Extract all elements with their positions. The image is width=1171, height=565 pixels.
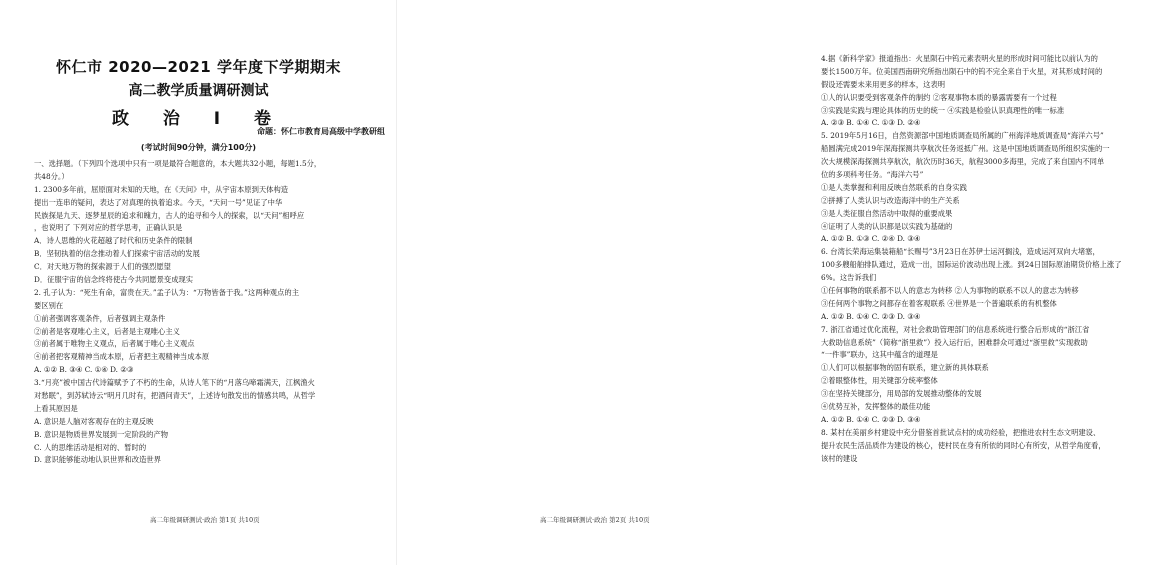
text-line: ④证明了人类的认识都是以实践为基础的: [821, 221, 953, 231]
text-line: 该村的建设: [821, 453, 858, 463]
text-line: 民族探是九天、逐梦星辰的追求和魄力，古人的追寻和今人的探索，以“天问”相呼应: [34, 210, 305, 220]
text-line: 8. 某村在美丽乡村建设中充分借鉴首批试点村的成功经验，把推进农村生态文明建设、: [821, 427, 1101, 437]
right-questions: [821, 53, 1171, 466]
left-page: [0, 0, 397, 565]
text-line: A．诗人思维的火花超越了时代和历史条件的限制: [34, 236, 193, 246]
text-line: ③任何两个事物之间都存在着客观联系 ④世界是一个普遍联系的有机整体: [821, 298, 1057, 308]
text-line: ③是人类征服自然活动中取得的重要成果: [821, 208, 953, 218]
text-line: 3.“月亮”被中国古代诗篇赋予了不朽的生命，从诗人笔下的“月落乌啼霜满天，江枫渔火: [34, 378, 315, 388]
text-line: B. 意识是物质世界发展到一定阶段的产物: [34, 429, 169, 439]
text-line: 次大规模深海探测共享航次，航次历时36天，航程3000多海里，完成了来自国内不同单: [821, 157, 1105, 167]
exam-time-note: (考试时间90分钟，满分100分): [140, 143, 257, 152]
text-line: “一件事”联办，这其中蕴含的道理是: [821, 350, 938, 360]
text-line: ③在坚持关键部分，用局部的发展推动整体的发展: [821, 389, 982, 399]
text-line: ③前者属于唯物主义观点，后者属于唯心主义观点: [34, 339, 195, 349]
text-line: ①人的认识要受到客观条件的制约 ②客观事物本质的暴露需要有一个过程: [821, 92, 1057, 102]
text-line: 7. 浙江省通过优化流程，对社会救助管理部门的信息系统进行整合后形成的“浙江省: [821, 324, 1090, 334]
footer-left: 高二年级调研测试·政治 第1页 共10页: [150, 516, 260, 524]
text-line: 一、选择题。（下列四个选项中只有一项是最符合题意的，本大题共32小题，每题1.5分，: [34, 159, 322, 168]
text-line: 2. 孔子认为：“死生有命，富贵在天。”孟子认为：“万物皆备于我。”这两种观点的主: [34, 287, 299, 297]
left-questions: [34, 158, 382, 467]
text-line: ③实践是实践与理论具体的历史的统一 ④实践是检验认识真理性的唯一标准: [821, 105, 1065, 115]
text-line: ④前者把客观精神当成本原，后者把主观精神当成本原: [34, 352, 210, 362]
text-line: A. ②③ B. ①④ C. ①③ D. ②④: [821, 118, 921, 128]
text-line: 提升农民生活品质作为建设的核心，使村民在身有所依的同时心有所安，从哲学角度看，: [821, 440, 1106, 450]
text-line: 大救助信息系统”（简称“浙里救”）投入运行后，困难群众可通过“浙里救”实现救助: [821, 337, 1088, 347]
right-page: [397, 0, 1122, 565]
text-line: 100多艘船舶排队通过，造成一出，国际运价波动出现上涨。到24日国际原油期货价格上涨了: [821, 260, 1122, 270]
text-line: 上看其原因是: [34, 403, 78, 413]
text-line: D. 意识能够能动地认识世界和改造世界: [34, 455, 161, 465]
text-line: 5. 2019年5月16日，自然资源部中国地质调查局所属的广州海洋地质调查局“海洋六号”: [821, 131, 1104, 141]
footer-right: 高二年级调研测试·政治 第2页 共10页: [540, 516, 650, 524]
text-line: ①任何事物的联系都不以人的意志为转移 ②人为事物的联系不以人的意志为转移: [821, 286, 1079, 296]
text-line: 位的多项科考任务。“海洋六号”: [821, 170, 924, 180]
text-line: ②着眼整体性，用关键部分统率整体: [821, 376, 938, 386]
text-line: ①人们可以根据事物的固有联系，建立新的具体联系: [821, 363, 989, 373]
text-line: ①是人类掌握和利用反映自然联系的自身实践: [821, 182, 967, 192]
exam-subject: 政 治 I 卷: [111, 109, 286, 129]
text-line: 4.据《新科学家》报道指出：火星陨石中钨元素表明火星的形成时间可能比以前认为的: [821, 54, 1098, 63]
text-line: C. 人的思维活动是相对的、暂时的: [34, 442, 147, 452]
text-line: ②拼搏了人类认识与改造海洋中的生产关系: [821, 195, 960, 205]
exam-subtitle: 高二教学质量调研测试: [128, 83, 269, 99]
exam-title: 怀仁市 2020—2021 学年度下学期期末: [56, 58, 341, 76]
text-line: 6. 台湾长荣海运集装箱船“长赐号”3月23日在苏伊士运河搁浅，造成运河双向大堵塞，: [821, 247, 1100, 257]
text-line: B．坚韧执着的信念推动着人们探索宇宙活动的发展: [34, 249, 200, 259]
text-line: 对愁眠”，到苏轼诗云“明月几时有，把酒问青天”，上述诗句散发出的情感共鸣，从哲学: [34, 391, 316, 401]
text-line: ④优势互补，发挥整体的最佳功能: [821, 402, 931, 412]
text-line: 1. 2300多年前，屈原面对未知的天地，在《天问》中，从宇宙本原到天体构造: [34, 184, 289, 194]
text-line: 假设还需要未来用更多的样本，这表明: [821, 79, 946, 89]
text-line: ，也说明了 下列对应的哲学思考，正确认识是: [34, 223, 183, 233]
text-line: A. ①② B. ①③ C. ②④ D. ③④: [821, 234, 921, 244]
text-line: 要长1500万年。位美国西南研究所指出陨石中的钨不完全来自于火星，对其形成时间的: [821, 66, 1103, 76]
text-line: A. ①② B. ③④ C. ①④ D. ②③: [34, 365, 134, 375]
text-line: A. ①② B. ①④ C. ②③ D. ③④: [821, 311, 921, 321]
text-line: ①前者强调客观条件，后者强调主观条件: [34, 313, 166, 323]
text-line: 共48分。）: [34, 171, 69, 181]
text-line: D．征服宇宙的信念终将使古今共同愿景变成现实: [34, 275, 194, 285]
text-line: A. 意识是人脑对客观存在的主观反映: [34, 416, 154, 426]
exam-author: 命题：怀仁市教育局高级中学教研组: [257, 127, 385, 136]
text-line: ②前者是客观唯心主义，后者是主观唯心主义: [34, 326, 180, 336]
text-line: 要区别在: [34, 300, 64, 310]
text-line: A. ①② B. ①④ C. ②③ D. ③④: [821, 414, 921, 424]
text-line: C．对天地万物的探索源于人们的强烈愿望: [34, 262, 171, 272]
text-line: 6%。这告诉我们: [821, 273, 877, 283]
text-line: 船圆满完成2019年深海探测共享航次任务返抵广州。这是中国地质调查局所组织实施的一: [821, 144, 1110, 154]
text-line: 提出一连串的疑问，表达了对真理的执着追求。今天，“天问一号”见证了中华: [34, 197, 283, 207]
